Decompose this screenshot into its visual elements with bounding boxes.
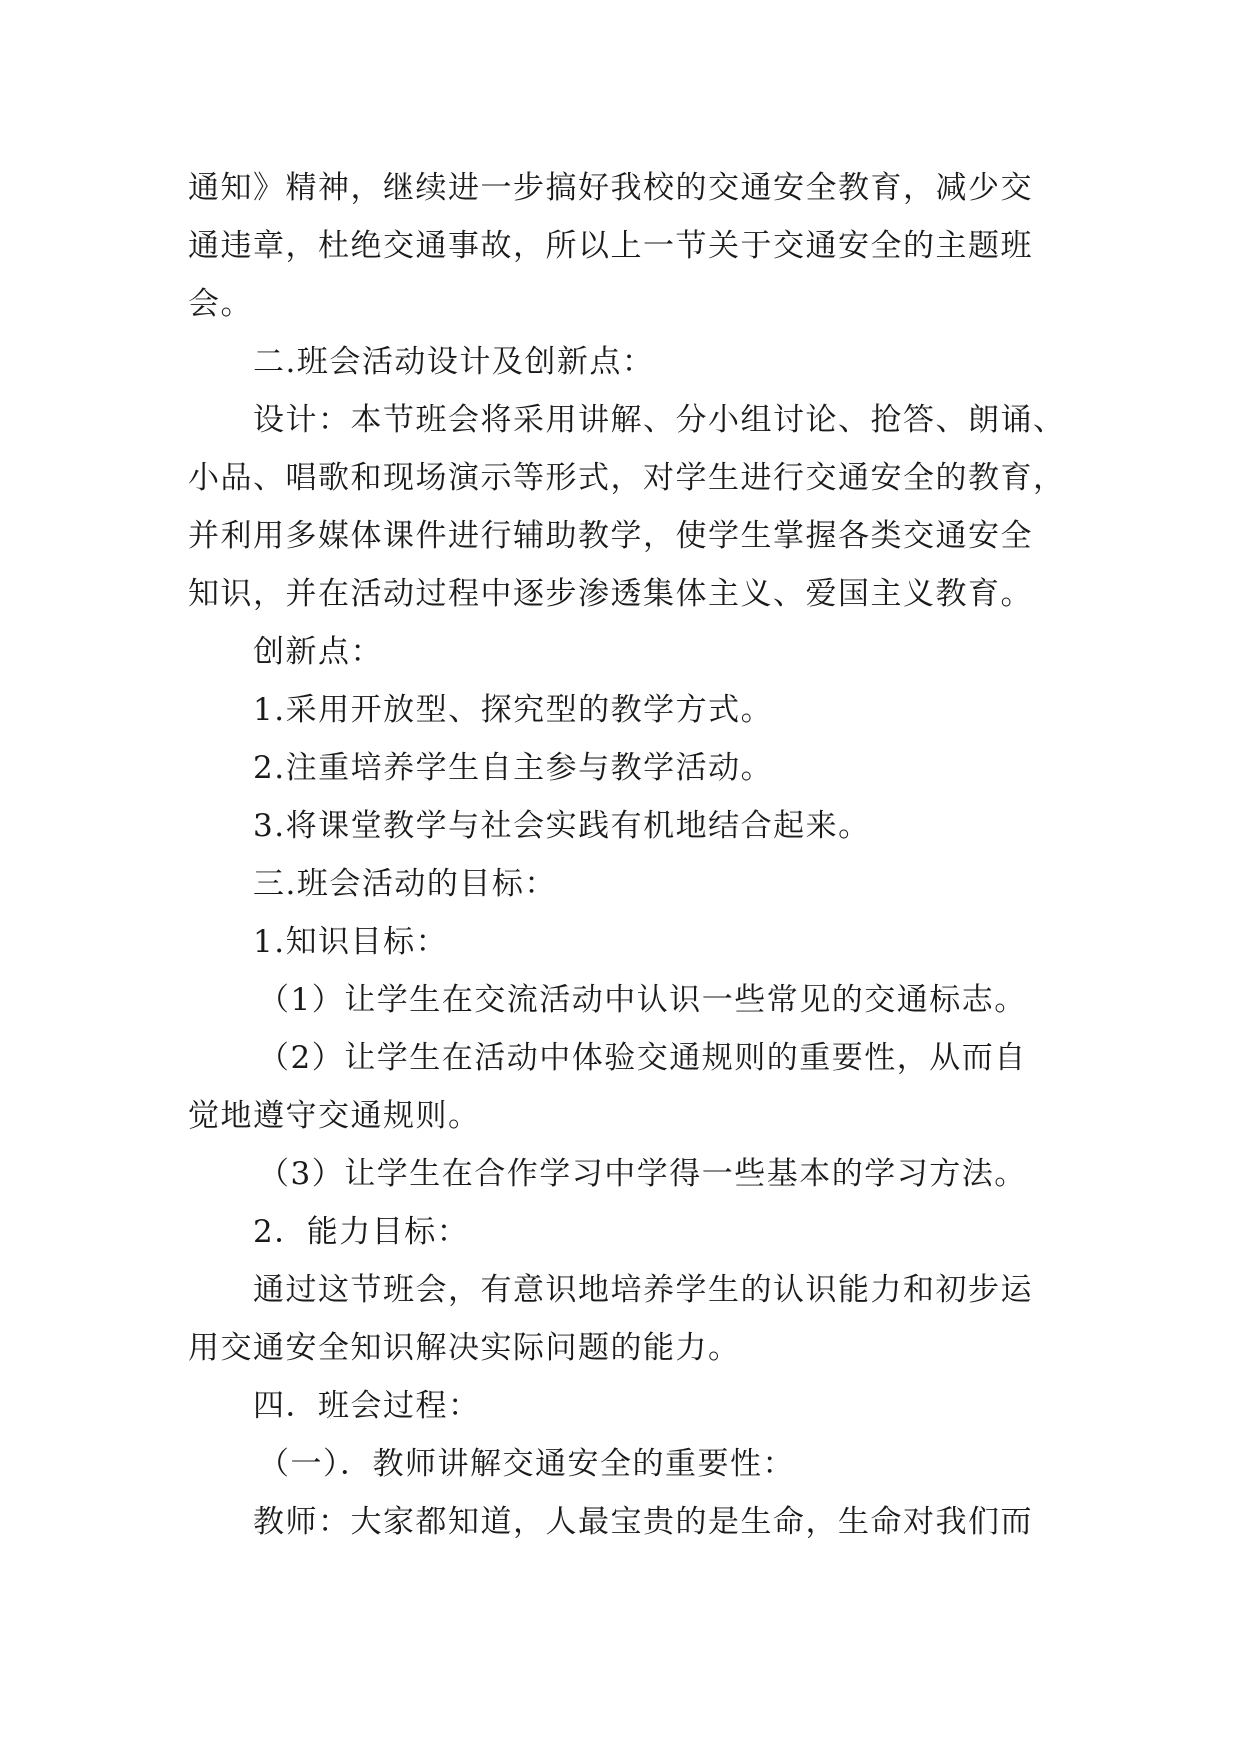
- section-heading: 二.班会活动设计及创新点：: [253, 344, 655, 380]
- subheading: 创新点：: [253, 634, 383, 670]
- text-line: 觉地遵守交通规则。: [188, 1098, 481, 1134]
- text-line: 小品、唱歌和现场演示等形式，对学生进行交通安全的教育，: [188, 460, 1066, 496]
- text-line: 通过这节班会，有意识地培养学生的认识能力和初步运: [253, 1272, 1033, 1308]
- subheading: 2．能力目标：: [253, 1214, 470, 1250]
- list-item: 2.注重培养学生自主参与教学活动。: [253, 750, 774, 786]
- list-item: 1.采用开放型、探究型的教学方式。: [253, 692, 774, 728]
- section-heading: 四．班会过程：: [253, 1388, 481, 1424]
- list-item: （2）让学生在活动中体验交通规则的重要性，从而自: [258, 1040, 1027, 1076]
- subheading: （一）．教师讲解交通安全的重要性：: [258, 1446, 795, 1482]
- text-line: 知识，并在活动过程中逐步渗透集体主义、爱国主义教育。: [188, 576, 1033, 612]
- text-line: 教师：大家都知道，人最宝贵的是生命，生命对我们而: [253, 1504, 1033, 1540]
- text-line: 会。: [188, 286, 253, 322]
- text-line: 通违章，杜绝交通事故，所以上一节关于交通安全的主题班: [188, 228, 1033, 264]
- section-heading: 三.班会活动的目标：: [253, 866, 557, 902]
- list-item: （1）让学生在交流活动中认识一些常见的交通标志。: [258, 982, 1027, 1018]
- text-line: 并利用多媒体课件进行辅助教学，使学生掌握各类交通安全: [188, 518, 1033, 554]
- list-item: 3.将课堂教学与社会实践有机地结合起来。: [253, 808, 871, 844]
- text-line: 设计：本节班会将采用讲解、分小组讨论、抢答、朗诵、: [253, 402, 1066, 438]
- subheading: 1.知识目标：: [253, 924, 449, 960]
- text-line: 通知》精神，继续进一步搞好我校的交通安全教育，减少交: [188, 170, 1033, 206]
- list-item: （3）让学生在合作学习中学得一些基本的学习方法。: [258, 1156, 1027, 1192]
- text-line: 用交通安全知识解决实际问题的能力。: [188, 1330, 741, 1366]
